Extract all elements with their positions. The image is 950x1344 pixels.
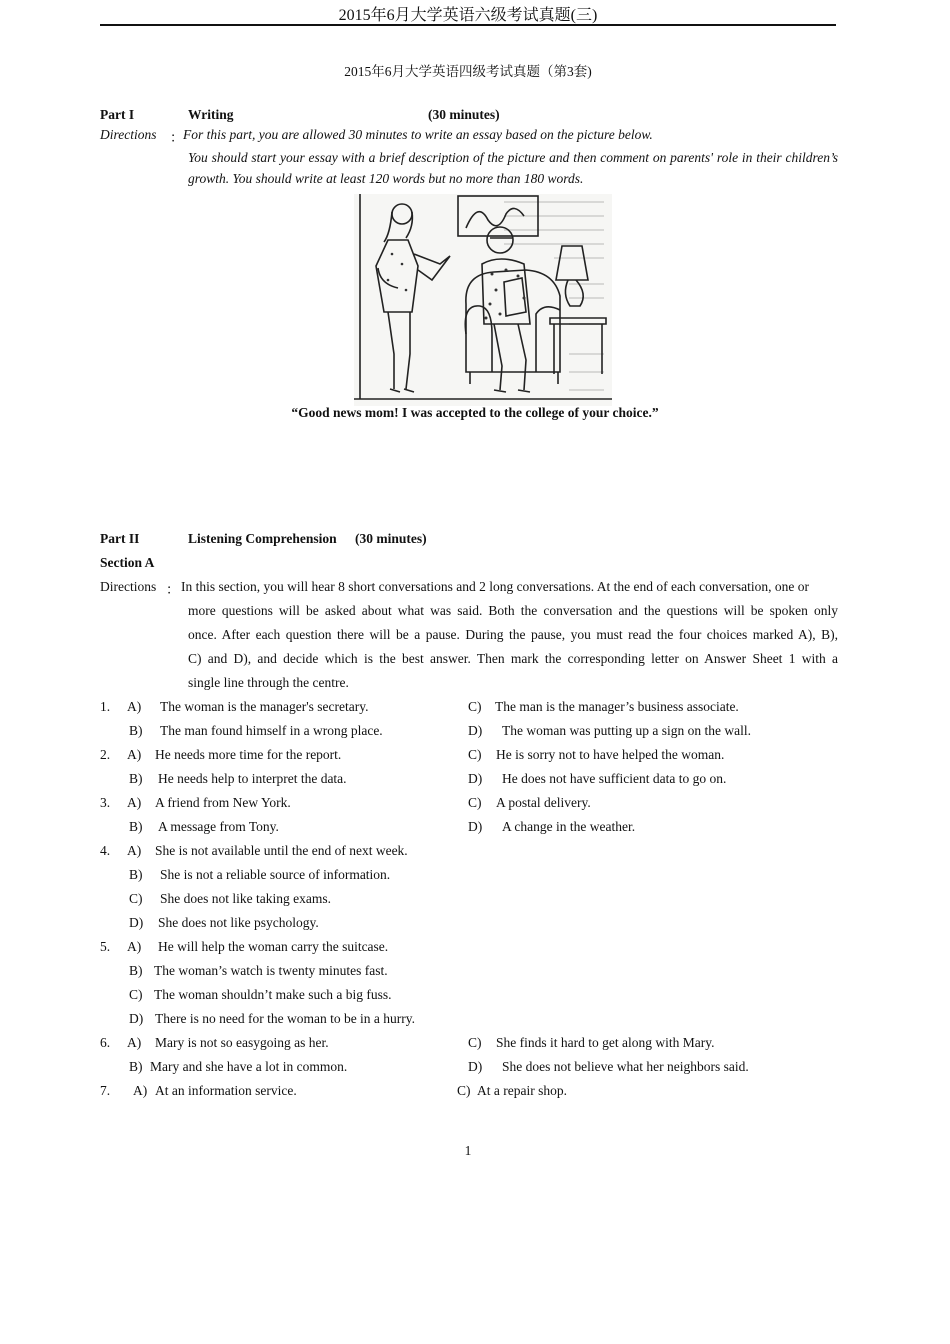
part2-directions-line: more questions will be asked about what was said. Both the conversation and the questions will be spoken only: [188, 603, 838, 618]
cartoon-illustration: [354, 194, 612, 406]
section-a-heading: Section A: [100, 555, 155, 570]
question-number: 7.: [100, 1083, 111, 1098]
option-letter: B): [129, 771, 143, 786]
question-number: 4.: [100, 843, 111, 858]
part1-name: Writing: [188, 107, 234, 122]
option-letter: A): [133, 1083, 148, 1098]
option-text: She does not like psychology.: [158, 915, 319, 930]
option-letter: D): [468, 723, 483, 738]
option-text: He is sorry not to have helped the woman.: [496, 747, 725, 762]
option-letter: C): [468, 747, 482, 762]
part2-label: Part II: [100, 531, 140, 546]
option-letter: C): [468, 699, 482, 714]
part1-directions-line1: For this part, you are allowed 30 minutes to write an essay based on the picture below.: [183, 127, 653, 142]
option-text: Mary and she have a lot in common.: [150, 1059, 348, 1074]
question-number: 2.: [100, 747, 111, 762]
option-letter: C): [468, 1035, 482, 1050]
option-letter: A): [127, 939, 142, 954]
part1-directions-rest: You should start your essay with a brief description of the picture and then comment on parents' role in their children’s growth. You should write at least 120 words but no more than 180 words.: [188, 150, 838, 186]
part1-directions-label: Directions: [100, 127, 157, 142]
part2-directions-label: Directions: [100, 579, 157, 594]
option-letter: B): [129, 1059, 143, 1074]
option-text: He needs help to interpret the data.: [158, 771, 347, 786]
option-letter: C): [129, 891, 143, 906]
option-text: A postal delivery.: [496, 795, 591, 810]
question-number: 3.: [100, 795, 111, 810]
option-text: There is no need for the woman to be in a hurry.: [155, 1011, 416, 1026]
cartoon-caption: “Good news mom! I was accepted to the college of your choice.”: [291, 405, 659, 420]
option-letter: C): [457, 1083, 471, 1098]
option-text: She does not believe what her neighbors said.: [502, 1059, 749, 1074]
option-text: She is not a reliable source of information.: [160, 867, 391, 882]
option-text: Mary is not so easygoing as her.: [155, 1035, 329, 1050]
part2-name: Listening Comprehension: [188, 531, 337, 546]
option-letter: C): [468, 795, 482, 810]
option-text: She is not available until the end of next week.: [155, 843, 408, 858]
option-letter: A): [127, 795, 142, 810]
part2-time: (30 minutes): [355, 531, 427, 546]
option-text: The woman was putting up a sign on the wall.: [502, 723, 751, 738]
option-text: At a repair shop.: [477, 1083, 567, 1098]
option-text: At an information service.: [155, 1083, 297, 1098]
option-text: The woman shouldn’t make such a big fuss.: [154, 987, 392, 1002]
option-text: The man is the manager’s business associate.: [495, 699, 739, 714]
option-letter: A): [127, 1035, 142, 1050]
part2-directions-line: single line through the centre.: [188, 675, 349, 690]
option-text: He needs more time for the report.: [155, 747, 342, 762]
option-text: The woman is the manager's secretary.: [160, 699, 369, 714]
option-letter: D): [468, 771, 483, 786]
question-number: 6.: [100, 1035, 111, 1050]
option-text: A message from Tony.: [158, 819, 279, 834]
header-rule: [100, 24, 836, 26]
exam-subtitle: 2015年6月大学英语四级考试真题（第3套): [344, 64, 592, 79]
option-letter: C): [129, 987, 143, 1002]
part2-directions-line: C) and D), and decide which is the best answer. Then mark the corresponding letter on Answer Sheet 1 with a: [188, 651, 838, 666]
question-number: 1.: [100, 699, 111, 714]
option-letter: B): [129, 819, 143, 834]
part1-time: (30 minutes): [428, 107, 500, 122]
option-letter: D): [129, 915, 144, 930]
part2-directions-colon: ：: [166, 582, 180, 597]
option-letter: D): [468, 819, 483, 834]
option-letter: B): [129, 723, 143, 738]
option-letter: A): [127, 699, 142, 714]
option-text: A friend from New York.: [155, 795, 291, 810]
option-letter: A): [127, 747, 142, 762]
option-letter: B): [129, 867, 143, 882]
page-header-title: 2015年6月大学英语六级考试真题(三): [338, 7, 598, 24]
option-letter: A): [127, 843, 142, 858]
option-letter: D): [468, 1059, 483, 1074]
option-text: A change in the weather.: [502, 819, 636, 834]
option-letter: D): [129, 1011, 144, 1026]
option-text: The man found himself in a wrong place.: [160, 723, 383, 738]
option-text: She finds it hard to get along with Mary.: [496, 1035, 715, 1050]
option-text: She does not like taking exams.: [160, 891, 331, 906]
part2-directions-line: In this section, you will hear 8 short conversations and 2 long conversations. At the end of each conversation, one or: [181, 579, 809, 594]
option-text: He will help the woman carry the suitcase.: [158, 939, 389, 954]
part1-directions-colon: ：: [170, 130, 184, 145]
part2-directions-line: once. After each question there will be a pause. During the pause, you must read the four choices marked A), B),: [188, 627, 838, 642]
option-text: The woman’s watch is twenty minutes fast.: [154, 963, 388, 978]
part1-label: Part I: [100, 107, 135, 122]
question-number: 5.: [100, 939, 111, 954]
option-text: He does not have sufficient data to go on.: [502, 771, 727, 786]
option-letter: B): [129, 963, 143, 978]
page-number: 1: [464, 1143, 472, 1158]
